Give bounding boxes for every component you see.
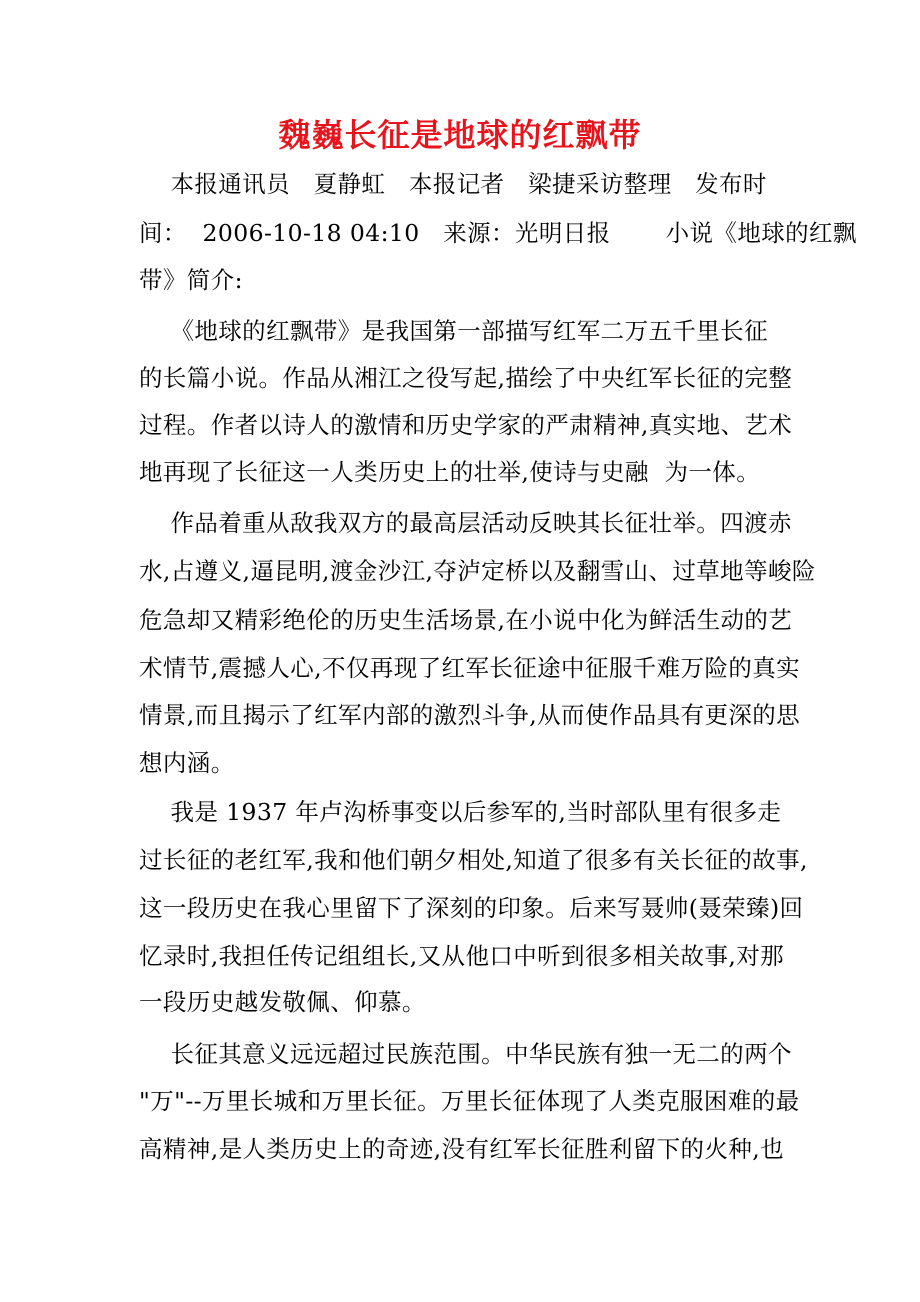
- text-line: 一段历史越发敬佩、仰慕。: [139, 988, 426, 1016]
- text-line: 这一段历史在我心里留下了深刻的印象。后来写聂帅(聂荣臻)回: [139, 894, 804, 922]
- text-line: 忆录时,我担任传记组组长,又从他口中听到很多相关故事,对那: [139, 942, 785, 970]
- text-line: 情景,而且揭示了红军内部的激烈斗争,从而使作品具有更深的思: [139, 701, 801, 729]
- text-line: 长征其意义远远超过民族范围。中华民族有独一无二的两个: [139, 1040, 792, 1068]
- text-line: 地再现了长征这一人类历史上的壮举,使诗与史融 为一体。: [139, 458, 761, 486]
- text-line: 我是 1937 年卢沟桥事变以后参军的,当时部队里有很多走: [139, 798, 782, 826]
- text-line: 间： 2006-10-18 04:10 来源：光明日报 小说《地球的红飘: [139, 219, 857, 247]
- text-line: 过程。作者以诗人的激情和历史学家的严肃精神,真实地、艺术: [139, 411, 793, 439]
- text-line: 的长篇小说。作品从湘江之役写起,描绘了中央红军长征的完整: [139, 364, 793, 392]
- text-line: "万"--万里长城和万里长征。万里长征体现了人类克服困难的最: [139, 1087, 800, 1115]
- document-title: 魏巍长征是地球的红飘带: [278, 116, 642, 154]
- text-line: 想内涵。: [139, 749, 235, 777]
- text-line: 带》简介:: [139, 266, 243, 294]
- text-line: 术情节,震撼人心,不仅再现了红军长征途中征服千难万险的真实: [139, 654, 801, 682]
- text-line: 高精神,是人类历史上的奇迹,没有红军长征胜利留下的火种,也: [139, 1135, 785, 1163]
- text-line: 本报通讯员 夏静虹 本报记者 梁捷采访整理 发布时: [139, 170, 767, 198]
- text-line: 《地球的红飘带》是我国第一部描写红军二万五千里长征: [139, 317, 768, 345]
- text-line: 水,占遵义,逼昆明,渡金沙江,夺泸定桥以及翻雪山、过草地等峻险: [139, 557, 816, 585]
- text-line: 过长征的老红军,我和他们朝夕相处,知道了很多有关长征的故事,: [139, 846, 808, 874]
- text-line: 危急却又精彩绝伦的历史生活场景,在小说中化为鲜活生动的艺: [139, 606, 793, 634]
- text-line: 作品着重从敌我双方的最高层活动反映其长征壮举。四渡赤: [139, 509, 792, 537]
